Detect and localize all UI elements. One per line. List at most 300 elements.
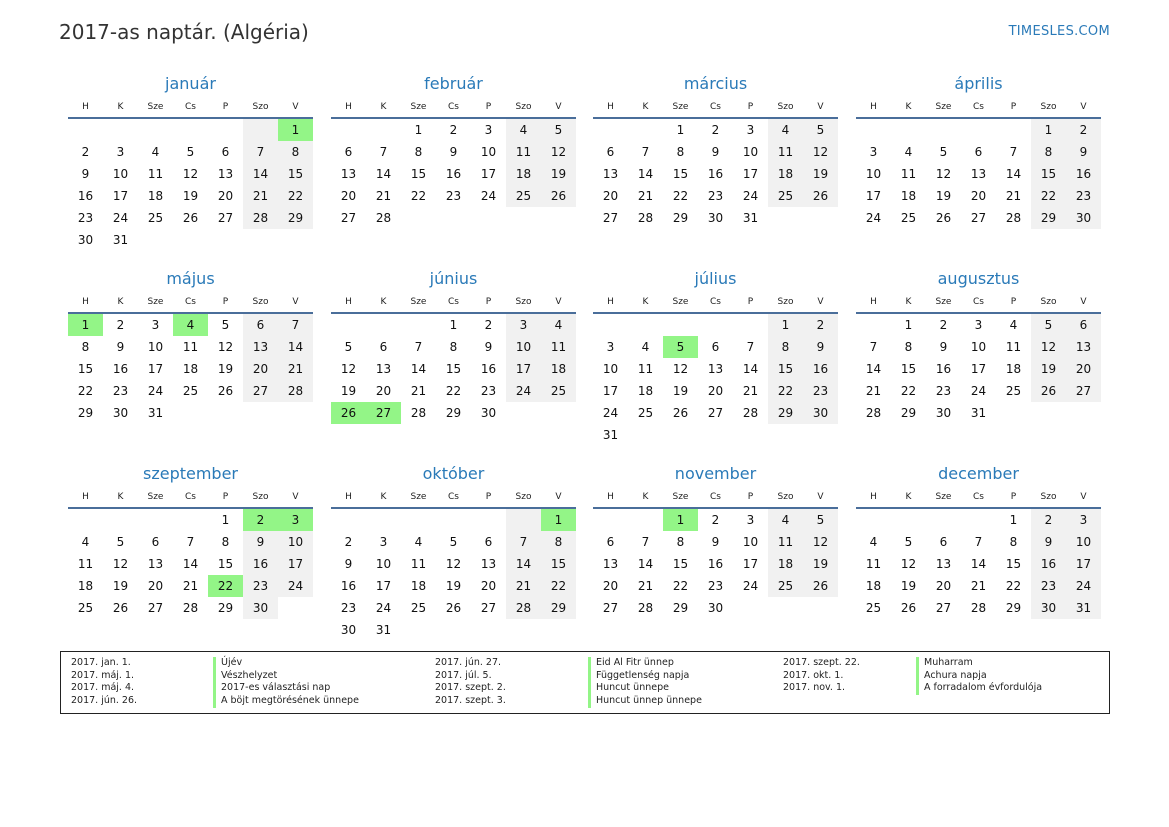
- day-cell: 7: [379, 145, 388, 159]
- day-cell: 20: [243, 358, 278, 380]
- week-row: [331, 509, 576, 531]
- week-row: [68, 509, 313, 531]
- week-row: [68, 402, 313, 424]
- empty-day-cell: [208, 229, 243, 251]
- day-cell: 9: [711, 145, 720, 159]
- weekday-label: Sze: [410, 102, 427, 112]
- weekday-label: Cs: [185, 492, 196, 502]
- week-row: [856, 207, 1101, 229]
- weekday-label: K: [380, 492, 387, 502]
- weekday-label: P: [1010, 492, 1017, 502]
- day-cell: 25: [768, 185, 803, 207]
- day-cell: 27: [217, 211, 234, 225]
- weekday-label: K: [380, 297, 387, 307]
- week-row: [856, 531, 1101, 553]
- legend-holiday-name: Huncut ünnep ünnepe: [596, 695, 702, 707]
- weekday-label: Sze: [410, 297, 427, 307]
- day-cell: 22: [208, 575, 243, 597]
- month-name: december: [938, 464, 1019, 483]
- weekday-label: Cs: [448, 297, 459, 307]
- weekday-label: H: [607, 102, 614, 112]
- day-cell: 1: [68, 314, 103, 336]
- weekday-label: P: [1010, 102, 1017, 112]
- weekday-label: K: [905, 102, 912, 112]
- day-cell: 12: [900, 557, 917, 571]
- day-cell: 9: [449, 145, 458, 159]
- day-cell: 28: [637, 211, 654, 225]
- legend-names-col-2: [588, 657, 702, 708]
- day-cell: 18: [541, 358, 576, 380]
- day-cell: 4: [904, 145, 913, 159]
- day-cell: 4: [173, 314, 208, 336]
- legend-date: 2017. jún. 27.: [435, 657, 502, 668]
- day-cell: 12: [182, 167, 199, 181]
- empty-day-cell: [471, 509, 506, 531]
- weekday-label: P: [1010, 297, 1017, 307]
- site-link[interactable]: TIMESLES.COM: [1008, 24, 1110, 39]
- month-9: [68, 464, 313, 619]
- week-row: [331, 207, 576, 229]
- day-cell: 4: [768, 119, 803, 141]
- day-cell: 28: [637, 601, 654, 615]
- day-cell: 12: [803, 141, 838, 163]
- day-cell: 10: [278, 531, 313, 553]
- week-row: [68, 229, 313, 251]
- day-cell: 10: [506, 336, 541, 358]
- legend-date: 2017. máj. 4.: [71, 682, 135, 694]
- day-cell: 31: [375, 623, 392, 637]
- month-12: [856, 464, 1101, 619]
- empty-day-cell: [996, 402, 1031, 424]
- day-cell: 10: [970, 340, 987, 354]
- legend-dates-col-3: [783, 657, 860, 695]
- week-row: [68, 141, 313, 163]
- empty-day-cell: [891, 119, 926, 141]
- empty-day-cell: [401, 619, 436, 641]
- weekday-label: Sze: [147, 102, 164, 112]
- day-cell: 31: [970, 406, 987, 420]
- day-cell: 27: [366, 402, 401, 424]
- weekday-label: P: [222, 297, 229, 307]
- day-cell: 16: [707, 557, 724, 571]
- day-cell: 2: [116, 318, 125, 332]
- weekday-label: Sze: [147, 297, 164, 307]
- week-row: [68, 314, 313, 336]
- weekday-label: V: [555, 297, 562, 307]
- week-row: [856, 553, 1101, 575]
- day-cell: 28: [506, 597, 541, 619]
- day-cell: 8: [676, 145, 685, 159]
- day-cell: 12: [340, 362, 357, 376]
- day-cell: 19: [445, 579, 462, 593]
- day-cell: 3: [116, 145, 125, 159]
- week-row: [593, 509, 838, 531]
- day-cell: 8: [676, 535, 685, 549]
- day-cell: 14: [506, 553, 541, 575]
- day-cell: 12: [935, 167, 952, 181]
- legend-holiday-name: Vészhelyzet: [221, 669, 278, 681]
- day-cell: 30: [77, 233, 94, 247]
- day-cell: 23: [707, 189, 724, 203]
- empty-day-cell: [138, 119, 173, 141]
- week-row: [68, 207, 313, 229]
- weekday-label: Szo: [1040, 102, 1057, 112]
- week-row: [593, 119, 838, 141]
- day-cell: 29: [445, 406, 462, 420]
- empty-day-cell: [138, 509, 173, 531]
- day-cell: 27: [602, 601, 619, 615]
- day-cell: 3: [379, 535, 388, 549]
- weekday-label: V: [1080, 297, 1087, 307]
- weekday-label: H: [345, 297, 352, 307]
- day-cell: 22: [768, 380, 803, 402]
- weekday-label: K: [642, 297, 649, 307]
- day-cell: 3: [746, 513, 755, 527]
- weekday-label: Szo: [777, 297, 794, 307]
- weekday-label: Cs: [185, 102, 196, 112]
- day-cell: 15: [1005, 557, 1022, 571]
- day-cell: 28: [1005, 211, 1022, 225]
- day-cell: 12: [112, 557, 129, 571]
- week-row: [68, 119, 313, 141]
- day-cell: 21: [278, 358, 313, 380]
- day-cell: 18: [506, 163, 541, 185]
- day-cell: 9: [81, 167, 90, 181]
- day-cell: 15: [672, 557, 689, 571]
- day-cell: 13: [243, 336, 278, 358]
- legend-dates-col-2: [435, 657, 506, 708]
- day-cell: 29: [672, 601, 689, 615]
- day-cell: 29: [672, 211, 689, 225]
- weekday-label: V: [817, 102, 824, 112]
- day-cell: 24: [375, 601, 392, 615]
- empty-day-cell: [506, 619, 541, 641]
- empty-day-cell: [173, 509, 208, 531]
- day-cell: 5: [803, 119, 838, 141]
- day-cell: 17: [970, 362, 987, 376]
- empty-day-cell: [173, 119, 208, 141]
- empty-day-cell: [768, 424, 803, 446]
- day-cell: 14: [182, 557, 199, 571]
- day-cell: 23: [1031, 575, 1066, 597]
- day-cell: 7: [869, 340, 878, 354]
- weekday-header: [593, 97, 838, 119]
- day-cell: 25: [1005, 384, 1022, 398]
- day-cell: 1: [541, 509, 576, 531]
- month-10: [331, 464, 576, 641]
- day-cell: 11: [147, 167, 164, 181]
- day-cell: 7: [186, 535, 195, 549]
- day-cell: 4: [768, 509, 803, 531]
- week-row: [593, 380, 838, 402]
- day-cell: 24: [278, 575, 313, 597]
- day-cell: 14: [742, 362, 759, 376]
- day-cell: 6: [484, 535, 493, 549]
- day-cell: 21: [970, 579, 987, 593]
- empty-day-cell: [68, 119, 103, 141]
- day-cell: 2: [711, 123, 720, 137]
- day-cell: 12: [672, 362, 689, 376]
- day-cell: 31: [742, 211, 759, 225]
- day-cell: 2: [484, 318, 493, 332]
- day-cell: 29: [278, 207, 313, 229]
- day-cell: 27: [480, 601, 497, 615]
- week-row: [593, 358, 838, 380]
- day-cell: 22: [1005, 579, 1022, 593]
- weekday-label: P: [747, 297, 754, 307]
- empty-day-cell: [243, 119, 278, 141]
- day-cell: 3: [1066, 509, 1101, 531]
- day-cell: 27: [970, 211, 987, 225]
- empty-day-cell: [506, 509, 541, 531]
- day-cell: 11: [77, 557, 94, 571]
- week-row: [856, 336, 1101, 358]
- day-cell: 27: [602, 211, 619, 225]
- day-cell: 6: [221, 145, 230, 159]
- day-cell: 1: [449, 318, 458, 332]
- day-cell: 8: [768, 336, 803, 358]
- day-cell: 26: [331, 402, 366, 424]
- day-cell: 16: [445, 167, 462, 181]
- weekday-header: [68, 292, 313, 314]
- day-cell: 20: [480, 579, 497, 593]
- weekday-label: P: [747, 102, 754, 112]
- day-cell: 22: [445, 384, 462, 398]
- empty-day-cell: [541, 402, 576, 424]
- day-cell: 6: [974, 145, 983, 159]
- day-cell: 14: [375, 167, 392, 181]
- day-cell: 26: [900, 601, 917, 615]
- day-cell: 17: [602, 384, 619, 398]
- day-cell: 16: [803, 358, 838, 380]
- day-cell: 4: [151, 145, 160, 159]
- day-cell: 19: [935, 189, 952, 203]
- empty-day-cell: [628, 314, 663, 336]
- day-cell: 15: [1031, 163, 1066, 185]
- weekday-label: Szo: [777, 492, 794, 502]
- weekday-label: Cs: [448, 102, 459, 112]
- empty-day-cell: [541, 619, 576, 641]
- day-cell: 20: [970, 189, 987, 203]
- legend-date: 2017. szept. 22.: [783, 657, 860, 668]
- day-cell: 21: [506, 575, 541, 597]
- day-cell: 18: [768, 553, 803, 575]
- day-cell: 11: [768, 141, 803, 163]
- day-cell: 5: [939, 145, 948, 159]
- day-cell: 27: [147, 601, 164, 615]
- day-cell: 14: [970, 557, 987, 571]
- weekday-label: Cs: [448, 492, 459, 502]
- empty-day-cell: [541, 207, 576, 229]
- empty-day-cell: [208, 402, 243, 424]
- day-cell: 29: [1031, 207, 1066, 229]
- day-cell: 26: [445, 601, 462, 615]
- day-cell: 23: [243, 575, 278, 597]
- day-cell: 30: [707, 601, 724, 615]
- day-cell: 14: [1005, 167, 1022, 181]
- week-row: [68, 358, 313, 380]
- weekday-label: Szo: [252, 492, 269, 502]
- day-cell: 24: [602, 406, 619, 420]
- weekday-label: K: [117, 492, 124, 502]
- day-cell: 8: [221, 535, 230, 549]
- day-cell: 8: [81, 340, 90, 354]
- day-cell: 8: [904, 340, 913, 354]
- day-cell: 15: [541, 553, 576, 575]
- day-cell: 17: [112, 189, 129, 203]
- day-cell: 22: [410, 189, 427, 203]
- day-cell: 30: [935, 406, 952, 420]
- week-row: [593, 336, 838, 358]
- day-cell: 12: [1031, 336, 1066, 358]
- day-cell: 20: [935, 579, 952, 593]
- legend-date: 2017. okt. 1.: [783, 669, 844, 681]
- day-cell: 23: [935, 384, 952, 398]
- day-cell: 23: [480, 384, 497, 398]
- day-cell: 17: [1066, 553, 1101, 575]
- day-cell: 16: [112, 362, 129, 376]
- day-cell: 24: [865, 211, 882, 225]
- day-cell: 23: [112, 384, 129, 398]
- day-cell: 21: [182, 579, 199, 593]
- week-row: [68, 380, 313, 402]
- day-cell: 29: [77, 406, 94, 420]
- week-row: [68, 185, 313, 207]
- day-cell: 19: [1031, 358, 1066, 380]
- week-row: [593, 553, 838, 575]
- day-cell: 19: [112, 579, 129, 593]
- day-cell: 19: [182, 189, 199, 203]
- week-row: [856, 314, 1101, 336]
- day-cell: 13: [602, 557, 619, 571]
- empty-day-cell: [733, 424, 768, 446]
- day-cell: 20: [217, 189, 234, 203]
- day-cell: 25: [541, 380, 576, 402]
- empty-day-cell: [733, 597, 768, 619]
- day-cell: 20: [602, 579, 619, 593]
- weekday-label: V: [555, 492, 562, 502]
- week-row: [331, 619, 576, 641]
- weekday-label: V: [292, 102, 299, 112]
- day-cell: 26: [935, 211, 952, 225]
- day-cell: 25: [865, 601, 882, 615]
- day-cell: 20: [602, 189, 619, 203]
- week-row: [593, 141, 838, 163]
- day-cell: 11: [506, 141, 541, 163]
- legend-holiday-name: Függetlenség napja: [596, 669, 690, 681]
- day-cell: 1: [768, 314, 803, 336]
- day-cell: 24: [147, 384, 164, 398]
- day-cell: 12: [217, 340, 234, 354]
- weekday-label: V: [1080, 102, 1087, 112]
- week-row: [593, 207, 838, 229]
- day-cell: 20: [375, 384, 392, 398]
- day-cell: 5: [1031, 314, 1066, 336]
- day-cell: 3: [278, 509, 313, 531]
- day-cell: 30: [707, 211, 724, 225]
- weekday-label: Szo: [252, 297, 269, 307]
- month-name: március: [683, 74, 748, 93]
- day-cell: 27: [243, 380, 278, 402]
- day-cell: 17: [278, 553, 313, 575]
- day-cell: 13: [480, 557, 497, 571]
- day-cell: 1: [414, 123, 423, 137]
- week-row: [593, 314, 838, 336]
- week-row: [331, 402, 576, 424]
- day-cell: 25: [506, 185, 541, 207]
- week-row: [593, 531, 838, 553]
- empty-day-cell: [961, 119, 996, 141]
- day-cell: 17: [506, 358, 541, 380]
- day-cell: 24: [970, 384, 987, 398]
- day-cell: 22: [900, 384, 917, 398]
- day-cell: 2: [711, 513, 720, 527]
- day-cell: 27: [707, 406, 724, 420]
- month-11: [593, 464, 838, 619]
- day-cell: 4: [541, 314, 576, 336]
- weekday-header: [331, 292, 576, 314]
- empty-day-cell: [698, 314, 733, 336]
- day-cell: 26: [112, 601, 129, 615]
- weekday-label: Sze: [672, 102, 689, 112]
- day-cell: 31: [112, 233, 129, 247]
- day-cell: 31: [1066, 597, 1101, 619]
- day-cell: 14: [243, 163, 278, 185]
- day-cell: 1: [1009, 513, 1018, 527]
- week-row: [68, 597, 313, 619]
- weekday-label: Szo: [515, 102, 532, 112]
- day-cell: 11: [865, 557, 882, 571]
- day-cell: 5: [803, 509, 838, 531]
- day-cell: 11: [900, 167, 917, 181]
- day-cell: 1: [663, 509, 698, 531]
- day-cell: 21: [375, 189, 392, 203]
- day-cell: 26: [217, 384, 234, 398]
- weekday-label: V: [817, 492, 824, 502]
- day-cell: 3: [746, 123, 755, 137]
- week-row: [593, 163, 838, 185]
- day-cell: 21: [637, 189, 654, 203]
- day-cell: 16: [77, 189, 94, 203]
- day-cell: 6: [379, 340, 388, 354]
- weekday-header: [856, 292, 1101, 314]
- weekday-header: [331, 487, 576, 509]
- weekday-label: K: [642, 492, 649, 502]
- day-cell: 29: [1005, 601, 1022, 615]
- day-cell: 6: [939, 535, 948, 549]
- day-cell: 30: [1066, 207, 1101, 229]
- weekday-label: P: [222, 492, 229, 502]
- legend-date: 2017. máj. 1.: [71, 669, 135, 681]
- day-cell: 31: [147, 406, 164, 420]
- day-cell: 8: [1031, 141, 1066, 163]
- week-row: [331, 597, 576, 619]
- day-cell: 10: [742, 145, 759, 159]
- empty-day-cell: [768, 597, 803, 619]
- day-cell: 25: [900, 211, 917, 225]
- day-cell: 2: [243, 509, 278, 531]
- week-row: [856, 402, 1101, 424]
- week-row: [593, 185, 838, 207]
- day-cell: 15: [672, 167, 689, 181]
- empty-day-cell: [366, 509, 401, 531]
- day-cell: 15: [278, 163, 313, 185]
- day-cell: 13: [707, 362, 724, 376]
- day-cell: 7: [1009, 145, 1018, 159]
- empty-day-cell: [506, 402, 541, 424]
- week-row: [593, 575, 838, 597]
- day-cell: 24: [480, 189, 497, 203]
